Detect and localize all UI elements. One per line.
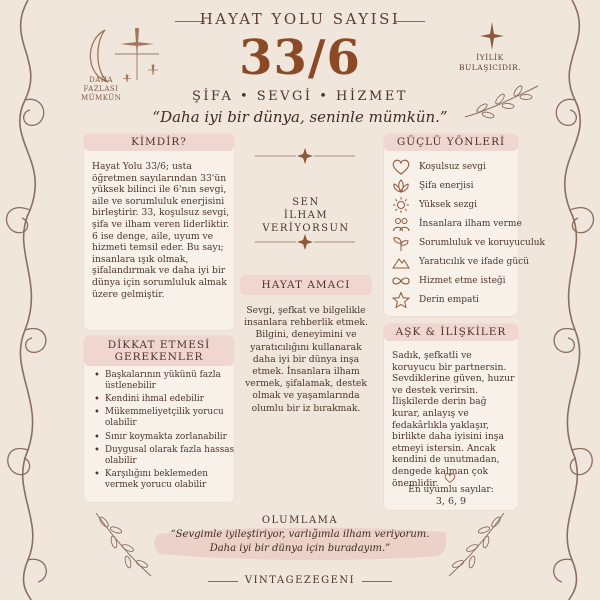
moon-label: DAHA FAZLASI MÜMKÜN [81,76,122,102]
dikkat-list [93,370,235,493]
moon-stars-icon [80,20,170,120]
strength-item: İnsanlara ilham verme [392,216,522,232]
sen-label: SEN [292,197,320,208]
olumlama-title: OLUMLAMA [261,515,339,526]
dikkat-header: DİKKAT ETMESİ GEREKENLER [84,336,234,366]
strength-item: Yüksek sezgi [392,197,477,213]
list-item: • Duygusal olarak fazla hassas olabilir [93,445,235,467]
divider-star-icon [250,148,360,164]
strength-item: Derin empati [392,292,479,308]
heart-icon [392,159,410,175]
infinity-icon [392,273,410,289]
kimdir-header: KİMDİR? [84,134,234,151]
compatible-numbers: 3, 6, 9 [435,496,467,507]
strength-item: Yaratıcılık ve ifade gücü [392,254,529,270]
sen-block [238,196,374,235]
guclu-header: GÜÇLÜ YÖNLERİ [384,134,518,151]
sprout-icon [392,235,410,251]
page-title: HAYAT YOLU SAYISI [199,10,401,28]
brand-name: VINTAGEZEGENI [244,575,356,586]
hayat-amaci-header: HAYAT AMACI [240,275,372,295]
people-icon [392,216,410,232]
life-path-number: 33/6 [239,30,361,86]
olumlama-text: “Sevgimle iyileştiriyor, varlığımla ilham veriyorum. Daha iyi bir dünya için buradayım.” [170,529,430,554]
mountain-icon [392,254,410,270]
sun-icon [392,197,410,213]
ask-text: Sadık, şefkatli ve koruyucu bir partnersin. Sevdiklerine güven, huzur ve destek verirsin. İlişkilerde derin bağ kurar, anlayış ve fedakârlıkla yaklaşır, birlikte daha iyisini inşa etmeyi istersin. Ancak kendini de unutmadan, dengede kalman çok önemlidir. [392,350,515,489]
heart-icon [444,473,456,483]
compatible-numbers-label: En uyumlu sayılar: [408,485,494,495]
header-quote: “Daha iyi bir dünya, seninle mümkün.” [152,108,448,126]
hayat-amaci-text: Sevgi, şefkat ve bilgelikle insanlara rehberlik etmek. Bilgini, deneyimini ve yaratıcılığını kullanarak daha iyi bir dünya inşa etmek. İnsanlara ilham vermek, şifalamak, destek olmak ve yaşamlarında olumlu bir iz bırakmak. [244,305,368,414]
strength-item: Sorumluluk ve koruyuculuk [392,235,545,251]
keywords: ŞİFA • SEVGİ • HİZMET [192,89,408,104]
ask-header: AŞK & İLİŞKİLER [384,324,518,341]
divider-star-icon [250,234,360,250]
star-icon [392,292,410,308]
list-item: • Kendini ihmal edebilir [93,394,235,405]
kimdir-text: Hayat Yolu 33/6; usta öğretmen sayılarından 33'ün yüksek bilinci ile 6'nın sevgi, aile ve sorumluluk enerjisini birleştirir. 33, koşulsuz sevgi, şifa ve ilham veren liderliktir. 6 ise denge, aile, uyum ve hizmeti temsil eder. Bu sayı; insanlara ışık olmak, şifalandırmak ve daha iyi bir dünya için sorumluluk almak üzere gelmiştir. [92,161,230,300]
tagline: İYİLİK BULAŞICIDIR. [458,53,522,72]
strength-item: Koşulsuz sevgi [392,159,486,175]
list-item: • Sınır koymakta zorlanabilir [93,432,235,443]
sparkle-icon [480,22,504,50]
list-item: • Başkalarının yükünü fazla üstlenebilir [93,370,235,392]
strength-item: Şifa enerjisi [392,178,474,194]
ilham-label: İLHAM VERİYORSUN [262,210,350,234]
strength-item: Hizmet etme isteği [392,273,506,289]
lotus-icon [392,178,410,194]
list-item: • Karşılığını beklemeden vermek yorucu olabilir [93,469,235,491]
list-item: • Mükemmeliyetçilik yorucu olabilir [93,407,235,429]
leaf-branch-icon [460,82,540,122]
